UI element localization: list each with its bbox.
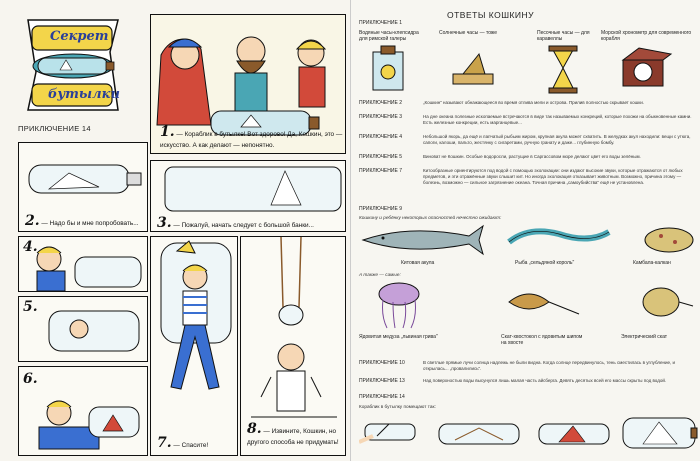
adventure-4-label: ПРИКЛЮЧЕНИЕ 4 bbox=[359, 134, 402, 140]
fish-caption-electric-ray: Электрический скат bbox=[621, 334, 668, 340]
panel-3-text: — Пожалуй, начать следует с большой банки... bbox=[173, 222, 314, 229]
adventure-9-note: Кошкину и ребёнку некоторых опасностей нечестно ожидают: bbox=[359, 215, 502, 220]
adventure-9-note-2: А также — самые: bbox=[359, 272, 401, 277]
adventure-7-label: ПРИКЛЮЧЕНИЕ 7 bbox=[359, 168, 402, 174]
adventure-13-label: ПРИКЛЮЧЕНИЕ 13 bbox=[359, 378, 405, 384]
panel-7-text: — Спасите! bbox=[173, 442, 209, 449]
adventure-1-label: ПРИКЛЮЧЕНИЕ 1 bbox=[359, 20, 402, 26]
right-page bbox=[350, 0, 700, 461]
fish-caption-whale-shark: Китовая акула bbox=[401, 260, 435, 266]
panel-1-number: 1. bbox=[160, 124, 175, 140]
secret-of-bottle-logo bbox=[20, 12, 126, 118]
adventure-4-text: Небольшой якорь, да ещё и лапчатый рыбьим жиром, крупная акула может схватить. В желудках акул находили: вещи с утюга, сапоги, калоши, пальто, жестянку с сигаретами, ручную гранату и даже... глубинную бомбу. bbox=[423, 134, 691, 145]
answers-title: ОТВЕТЫ КОШКИНУ bbox=[447, 10, 535, 20]
adventure-3-text: На дне океана полезные ископаемые встречаются в виде так называемых конкреций, которые похожи на обыкновенные камни. Есть железные конкреции, есть марганцевые... bbox=[423, 114, 692, 125]
fish-caption-oarfish: Рыба „сельдяной король" bbox=[515, 260, 575, 266]
adventure-10-label: ПРИКЛЮЧЕНИЕ 10 bbox=[359, 360, 405, 366]
adventure-label: ПРИКЛЮЧЕНИЕ 14 bbox=[18, 124, 91, 133]
panel-4-number: 4. bbox=[23, 239, 38, 255]
panel-8-caption bbox=[247, 421, 343, 447]
logo-top-word: Секрет bbox=[50, 29, 109, 44]
logo-bottom-word: бутылки bbox=[48, 87, 120, 102]
adventure-7-text: Китообразные ориентируются под водой с помощью эхолокации: они издают высокие звуки, которые отражаются от любых предметов, и эти отражённые звуки слышит кит. Но иногда эхолокация отказывает животным. Возможно, причина этому — болезнь, возможно — сильное загрязнение океана. Точная причина „самоубийства" ещё не установлена. bbox=[423, 168, 683, 185]
adventure-14-text: Кораблик в бутылку помещают так: bbox=[359, 404, 436, 409]
comic-panel-2 bbox=[18, 142, 148, 232]
ship-in-bottle-steps bbox=[359, 412, 699, 456]
clock-label-3: Песочные часы — для каравеллы bbox=[537, 30, 590, 42]
panel-5-number: 5. bbox=[23, 299, 38, 315]
fish-caption-turbot: Камбала-калкан bbox=[633, 260, 671, 266]
panel-2-number: 2. bbox=[25, 213, 40, 229]
comic-panel-7 bbox=[150, 236, 238, 456]
panel-6-number: 6. bbox=[23, 371, 38, 387]
comic-panel-4 bbox=[18, 236, 148, 292]
panel-3-number: 3. bbox=[157, 215, 172, 231]
comic-panel-6 bbox=[18, 366, 148, 456]
panel-8-text: — Извините, Кошкин, но другого способа не придумать! bbox=[247, 428, 339, 446]
panel-2-text: — Надо бы и мне попробовать... bbox=[41, 220, 139, 227]
adventure-13-text: Над поверхностью воды высунулся лишь малая часть айсберга. Девять десятых всей его массы скрыты под водой. bbox=[423, 378, 667, 383]
adventure-3-label: ПРИКЛЮЧЕНИЕ 3 bbox=[359, 114, 402, 120]
adventure-5-text: Виноват не Кошкин. Особые водоросли, растущие в Саргассовом море делают цвет его воды зелёным. bbox=[423, 154, 641, 159]
clock-label-4: Морской хронометр для современного корабля bbox=[601, 30, 692, 42]
panel-1-caption bbox=[160, 124, 346, 150]
adventure-2-label: ПРИКЛЮЧЕНИЕ 2 bbox=[359, 100, 402, 106]
adventure-2-text: „Кошкин" называют обнажающееся во время отлива мели и острова. Прилив полностью скрывает кошки. bbox=[423, 100, 644, 105]
adventure-5-label: ПРИКЛЮЧЕНИЕ 5 bbox=[359, 154, 402, 160]
clocks-illustration bbox=[359, 44, 699, 96]
panel-1-text: — Кораблик в бутылке! Вот здорово! Да, Кошкин, это — искусство. А как делают — непонятно. bbox=[160, 131, 343, 149]
adventure-14-label: ПРИКЛЮЧЕНИЕ 14 bbox=[359, 394, 405, 400]
clock-label-2: Солнечные часы — тоже bbox=[439, 30, 498, 36]
panel-7-number: 7. bbox=[157, 435, 172, 451]
sea-creatures-row-2 bbox=[359, 280, 699, 330]
adventure-10-text: В светлые прямые лучи солнца надлежь не были видна. Когда солнце передвинулось, тень сместилась в углубление, и открылась... „провалились". bbox=[423, 360, 675, 371]
adventure-9-label: ПРИКЛЮЧЕНИЕ 9 bbox=[359, 206, 402, 212]
panel-7-caption bbox=[157, 435, 235, 453]
comic-panel-3 bbox=[150, 160, 346, 232]
comic-panel-5 bbox=[18, 296, 148, 362]
clock-label-1: Водяные часы-клепсидра для римской галеры bbox=[359, 30, 419, 42]
fish-caption-jellyfish: Ядовитая медуза „львиная грива" bbox=[359, 334, 438, 340]
comic-panel-8 bbox=[240, 236, 346, 456]
panel-2-caption bbox=[25, 213, 145, 231]
fish-caption-stingray: Скат-хвостокол с ядовитым шипом на хвосте bbox=[501, 334, 583, 346]
sea-creatures-row-1 bbox=[359, 222, 699, 258]
panel-8-number: 8. bbox=[247, 421, 262, 437]
panel-3-caption bbox=[157, 215, 343, 232]
